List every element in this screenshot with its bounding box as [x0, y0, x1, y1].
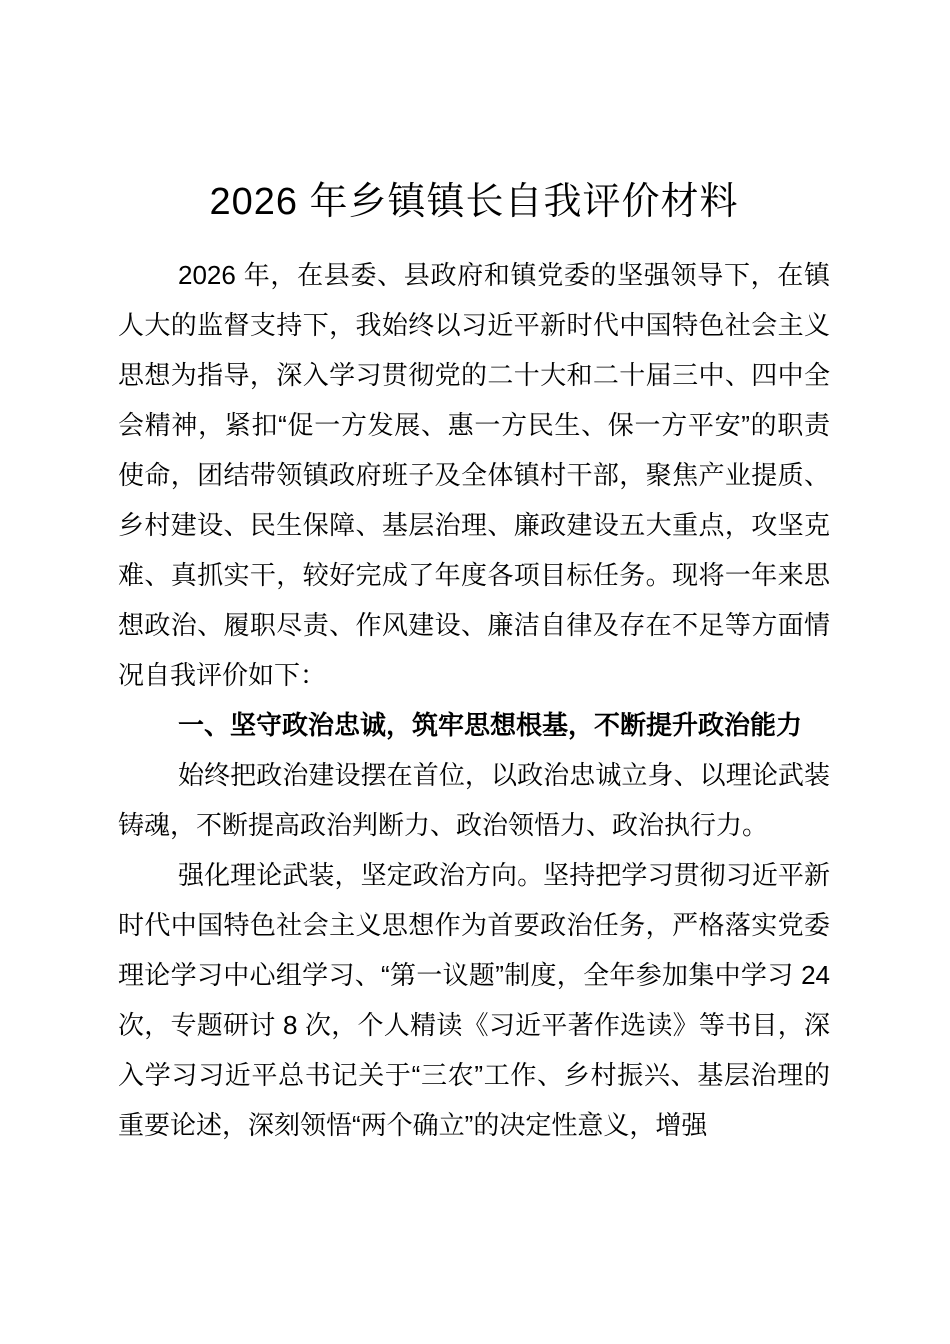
intro-paragraph: 2026 年，在县委、县政府和镇党委的坚强领导下，在镇人大的监督支持下，我始终以习近平新时代中国特色社会主义思想为指导，深入学习贯彻党的二十大和二十届三中、四中全会精神，紧扣“促一方发展、惠一方民生、保一方平安”的职责使命，团结带领镇政府班子及全体镇村干部，聚焦产业提质、乡村建设、民生保障、基层治理、廉政建设五大重点，攻坚克难、真抓实干，较好完成了年度各项目标任务。现将一年来思想政治、履职尽责、作风建设、廉洁自律及存在不足等方面情况自我评价如下：	[118, 260, 830, 690]
body-paragraph-1: 始终把政治建设摆在首位，以政治忠诚立身、以理论武装铸魂，不断提高政治判断力、政治领悟力、政治执行力。	[118, 760, 830, 840]
body-paragraph-2: 强化理论武装，坚定政治方向。坚持把学习贯彻习近平新时代中国特色社会主义思想作为首要政治任务，严格落实党委理论学习中心组学习、“第一议题”制度，全年参加集中学习 24 次，专题研讨 8 次，个人精读《习近平著作选读》等书目，深入学习习近平总书记关于“三农”工作、乡村振兴、基层治理的重要论述，深刻领悟“两个确立”的决定性意义，增强	[118, 860, 830, 1140]
section-heading-1: 一、坚守政治忠诚，筑牢思想根基，不断提升政治能力	[178, 710, 803, 740]
document-title: 2026 年乡镇镇长自我评价材料	[209, 181, 739, 223]
